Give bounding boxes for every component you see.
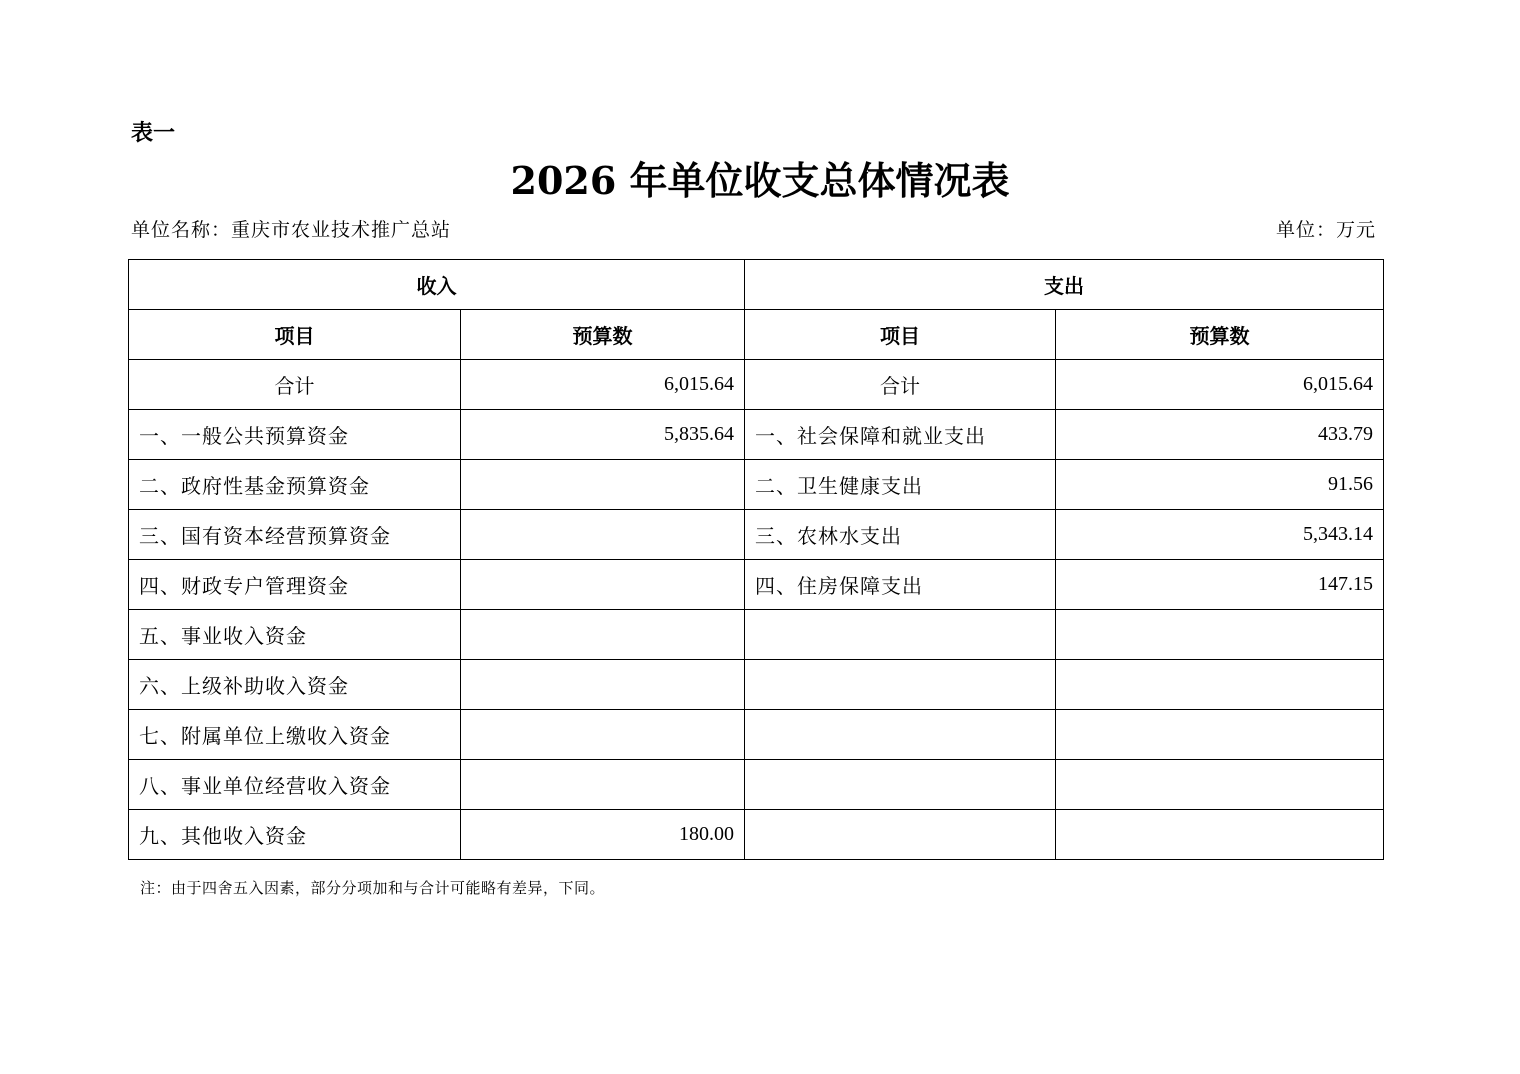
income-value-cell: 5,835.64 — [461, 410, 745, 460]
expense-value-cell: 433.79 — [1056, 410, 1384, 460]
income-value-cell — [461, 760, 745, 810]
expense-value-cell: 91.56 — [1056, 460, 1384, 510]
income-item-cell: 五、事业收入资金 — [129, 610, 461, 660]
table-row — [129, 610, 1384, 660]
income-group-header: 收入 — [129, 260, 745, 310]
expense-item-cell — [745, 710, 1056, 760]
expense-item-cell: 二、卫生健康支出 — [745, 460, 1056, 510]
income-value-cell — [461, 510, 745, 560]
table-row — [129, 710, 1384, 760]
income-item-cell: 四、财政专户管理资金 — [129, 560, 461, 610]
unit-name: 单位名称：重庆市农业技术推广总站 — [131, 219, 452, 241]
income-value-cell — [461, 710, 745, 760]
column-header-row — [129, 310, 1384, 360]
income-item-cell: 八、事业单位经营收入资金 — [129, 760, 461, 810]
group-header-row — [129, 260, 1384, 310]
expense-value-cell: 147.15 — [1056, 560, 1384, 610]
income-item-cell: 六、上级补助收入资金 — [129, 660, 461, 710]
income-item-cell: 七、附属单位上缴收入资金 — [129, 710, 461, 760]
income-value-cell — [461, 460, 745, 510]
table-row — [129, 810, 1384, 860]
expense-value-cell — [1056, 660, 1384, 710]
table-row — [129, 510, 1384, 560]
expense-item-header: 项目 — [745, 310, 1056, 360]
expense-item-cell: 四、住房保障支出 — [745, 560, 1056, 610]
expense-total-value: 6,015.64 — [1056, 360, 1384, 410]
expense-item-cell: 一、社会保障和就业支出 — [745, 410, 1056, 460]
total-row — [129, 360, 1384, 410]
expense-item-cell — [745, 610, 1056, 660]
income-value-cell: 180.00 — [461, 810, 745, 860]
expense-value-cell — [1056, 610, 1384, 660]
table-row — [129, 760, 1384, 810]
table-body — [129, 410, 1384, 860]
income-budget-header: 预算数 — [461, 310, 745, 360]
income-total-value: 6,015.64 — [461, 360, 745, 410]
income-item-cell: 二、政府性基金预算资金 — [129, 460, 461, 510]
income-value-cell — [461, 560, 745, 610]
expense-item-cell: 三、农林水支出 — [745, 510, 1056, 560]
expense-total-label: 合计 — [745, 360, 1056, 410]
table-row — [129, 460, 1384, 510]
expense-budget-header: 预算数 — [1056, 310, 1384, 360]
expense-value-cell — [1056, 710, 1384, 760]
table-label: 表一 — [131, 121, 176, 146]
expense-value-cell: 5,343.14 — [1056, 510, 1384, 560]
income-value-cell — [461, 660, 745, 710]
table-row — [129, 560, 1384, 610]
income-item-cell: 九、其他收入资金 — [129, 810, 461, 860]
expense-item-cell — [745, 760, 1056, 810]
page-title: 2026 年单位收支总体情况表 — [510, 158, 1010, 203]
income-item-header: 项目 — [129, 310, 461, 360]
income-item-cell: 一、一般公共预算资金 — [129, 410, 461, 460]
expense-item-cell — [745, 660, 1056, 710]
table-row — [129, 410, 1384, 460]
budget-table — [128, 259, 1384, 860]
expense-value-cell — [1056, 760, 1384, 810]
unit-label: 单位：万元 — [1275, 219, 1376, 241]
expense-value-cell — [1056, 810, 1384, 860]
expense-group-header: 支出 — [745, 260, 1384, 310]
footnote: 注：由于四舍五入因素，部分分项加和与合计可能略有差异，下同。 — [140, 879, 606, 897]
income-item-cell: 三、国有资本经营预算资金 — [129, 510, 461, 560]
income-value-cell — [461, 610, 745, 660]
table-row — [129, 660, 1384, 710]
expense-item-cell — [745, 810, 1056, 860]
income-total-label: 合计 — [129, 360, 461, 410]
